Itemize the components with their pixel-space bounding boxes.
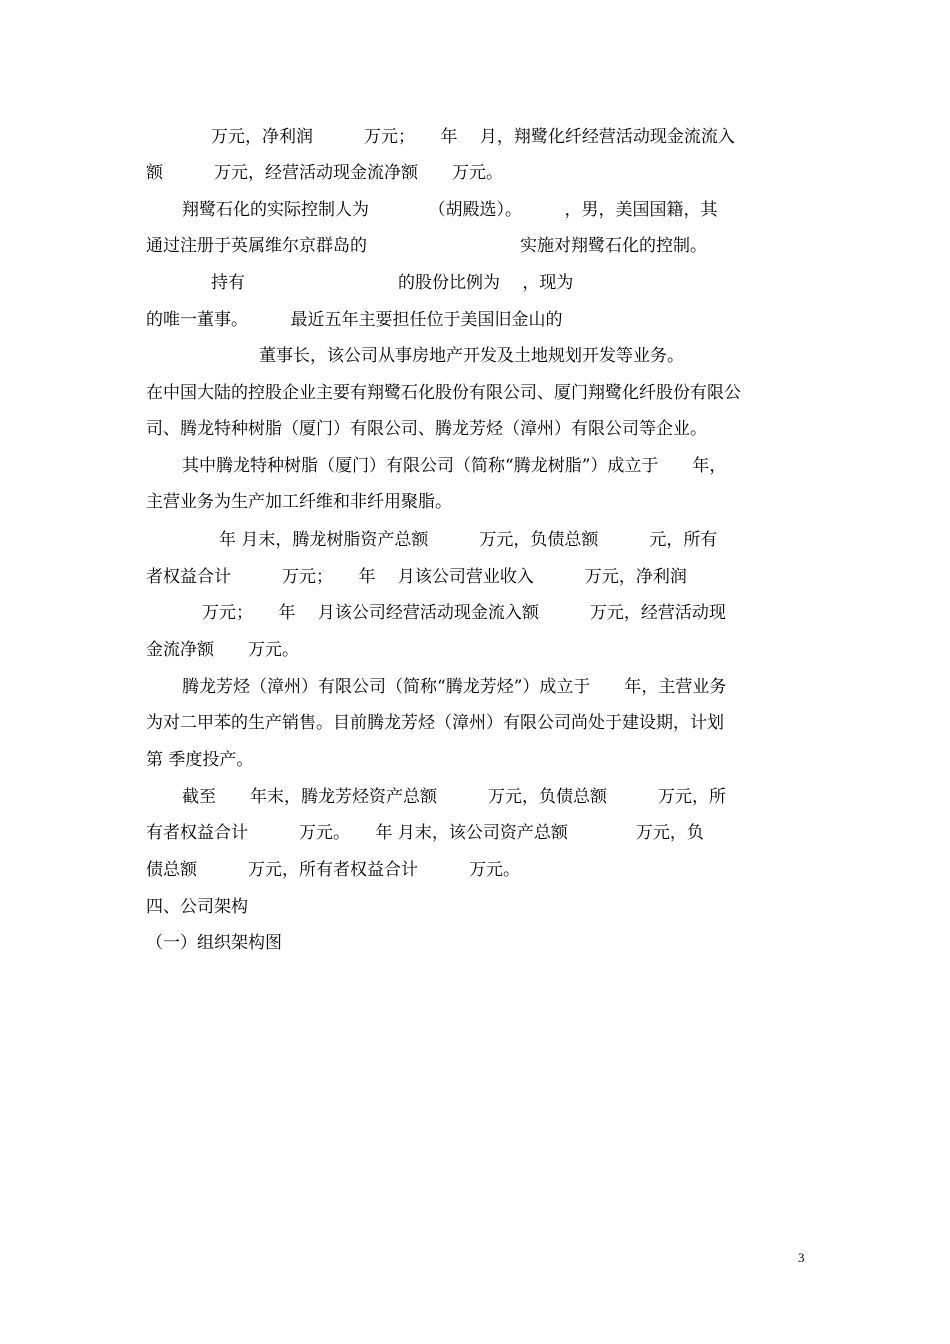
text-line: 其中腾龙特种树脂（厦门）有限公司（简称“腾龙树脂”）成立于 年， (182, 456, 727, 476)
text-line: 有者权益合计 万元。 年 月末，该公司资产总额 万元，负 (146, 823, 704, 843)
text-line: 额 万元，经营活动现金流净额 万元。 (146, 163, 503, 183)
text-line: 持有 的股份比例为 ，现为 (211, 273, 574, 293)
text-line: 董事长，该公司从事房地产开发及土地规划开发等业务。 (259, 346, 684, 366)
text-line: 腾龙芳烃（漳州）有限公司（简称“腾龙芳烃”）成立于 年，主营业务 (182, 677, 727, 697)
text-line: 司、腾龙特种树脂（厦门）有限公司、腾龙芳烃（漳州）有限公司等企业。 (146, 419, 707, 439)
text-line: 债总额 万元，所有者权益合计 万元。 (146, 860, 520, 880)
text-line: 截至 年末，腾龙芳烃资产总额 万元，负债总额 万元，所 (182, 787, 726, 807)
text-line: 万元； 年 月该公司经营活动现金流入额 万元，经营活动现 (202, 603, 726, 623)
text-line: 金流净额 万元。 (146, 640, 299, 660)
text-line: 者权益合计 万元； 年 月该公司营业收入 万元，净利润 (146, 567, 687, 587)
text-line: 年 月末，腾龙树脂资产总额 万元，负债总额 元，所有 (219, 530, 718, 550)
subsection-heading: （一）组织架构图 (146, 933, 282, 953)
text-line: 第 季度投产。 (146, 750, 254, 770)
text-line: 翔鹭石化的实际控制人为 （胡殿选）。 ，男，美国国籍，其 (182, 200, 718, 220)
text-line: 在中国大陆的控股企业主要有翔鹭石化股份有限公司、厦门翔鹭化纤股份有限公 (146, 383, 741, 403)
text-line: 主营业务为生产加工纤维和非纤用聚脂。 (146, 492, 452, 512)
page-number: 3 (798, 1250, 805, 1265)
section-heading: 四、公司架构 (146, 897, 248, 917)
text-line: 通过注册于英属维尔京群岛的 实施对翔鹭石化的控制。 (146, 236, 707, 256)
text-line: 为对二甲苯的生产销售。目前腾龙芳烃（漳州）有限公司尚处于建设期，计划 (146, 713, 724, 733)
text-line: 万元，净利润 万元； 年 月，翔鹭化纤经营活动现金流流入 (211, 127, 735, 147)
text-line: 的唯一董事。 最近五年主要担任位于美国旧金山的 (146, 310, 563, 330)
